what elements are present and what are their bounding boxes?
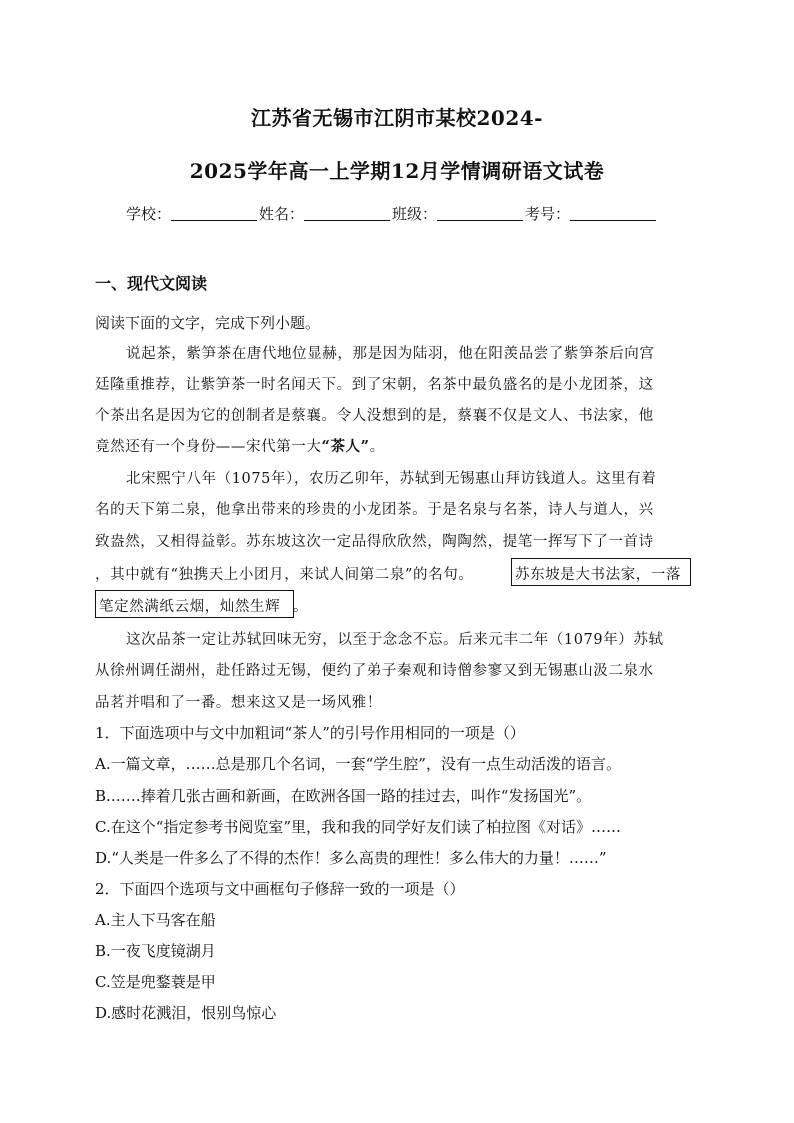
exam-title-line-1: 江苏省无锡市江阴市某校2024- — [251, 106, 543, 130]
student-info-row — [126, 203, 686, 224]
question-1-stem: 1．下面选项中与文中加粗词“茶人”的引号作用相同的一项是（） — [95, 724, 525, 742]
passage-line: 个茶出名是因为它的创制者是蔡襄。令人没想到的是，蔡襄不仅是文人、书法家，他 — [95, 408, 654, 424]
passage-text: 。 — [293, 599, 309, 615]
question-1-option-b[interactable]: B.……捧着几张古画和新画，在欧洲各国一路的挂过去，叫作“发扬国光”。 — [95, 787, 592, 805]
name-blank[interactable] — [304, 206, 390, 221]
passage-line: 北宋熙宁八年（1075年），农历乙卯年，苏轼到无锡惠山拜访钱道人。这里有着 — [126, 471, 657, 487]
passage-line — [95, 435, 385, 456]
section-heading: 一、现代文阅读 — [95, 274, 208, 293]
question-2-stem: 2．下面四个选项与文中画框句子修辞一致的一项是（） — [95, 880, 465, 898]
passage-line: 名的天下第二泉，他拿出带来的珍贵的小龙团茶。于是名泉与名茶，诗人与道人，兴 — [95, 502, 654, 518]
class-blank[interactable] — [437, 206, 523, 221]
question-2-option-a[interactable]: A.主人下马客在船 — [95, 911, 216, 929]
exam-number-blank[interactable] — [570, 206, 656, 221]
question-1-option-a[interactable]: A.一篇文章，……总是那几个名词，一套“学生腔”，没有一点生动活泼的语言。 — [95, 755, 621, 773]
question-2-option-d[interactable]: D.感时花溅泪，恨别鸟惊心 — [95, 1004, 277, 1022]
passage-line: 品茗并唱和了一番。想来这又是一场风雅！ — [95, 695, 382, 711]
question-1-option-c[interactable]: C.在这个“指定参考书阅览室”里，我和我的同学好友们读了柏拉图《对话》…… — [95, 818, 622, 836]
bold-term-tea-person: “茶人” — [321, 438, 370, 455]
passage-text: 竟然还有一个身份——宋代第一大 — [95, 439, 322, 455]
framed-sentence-part-2: 笔定然满纸云烟，灿然生辉 — [99, 599, 281, 615]
school-label: 学校： — [126, 205, 172, 223]
reading-instruction: 阅读下面的文字，完成下列小题。 — [95, 314, 321, 332]
passage-line: 致盎然，又相得益彰。苏东坡这次一定品得欣欣然，陶陶然，提笔一挥写下了一首诗 — [95, 534, 654, 550]
question-1-option-d[interactable]: D.“人类是一件多么了不得的杰作！多么高贵的理性！多么伟大的力量！……” — [95, 849, 607, 867]
exam-number-label: 考号： — [525, 205, 571, 223]
school-blank[interactable] — [171, 206, 257, 221]
question-2-option-b[interactable]: B.一夜飞度镜湖月 — [95, 942, 216, 960]
class-label: 班级： — [392, 205, 438, 223]
exam-title-line-2: 2025学年高一上学期12月学情调研语文试卷 — [189, 159, 605, 183]
passage-line: ，其中就有“独携天上小团月，来试人间第二泉”的名句。 — [95, 567, 474, 583]
name-label: 姓名： — [259, 205, 305, 223]
passage-text: 。 — [369, 439, 385, 455]
passage-line: 这次品茶一定让苏轼回味无穷，以至于念念不忘。后来元丰二年（1079年）苏轼 — [126, 632, 664, 648]
question-2-option-c[interactable]: C.笠是兜鍪蓑是甲 — [95, 973, 216, 991]
passage-line: 廷隆重推荐，让紫笋茶一时名闻天下。到了宋朝，名茶中最负盛名的是小龙团茶，这 — [95, 377, 654, 393]
passage-line: 说起茶，紫笋茶在唐代地位显赫，那是因为陆羽，他在阳羡品尝了紫笋茶后向宫 — [126, 346, 655, 362]
passage-line: 从徐州调任湖州，赴任路过无锡，便约了弟子秦观和诗僧参寥又到无锡惠山汲二泉水 — [95, 663, 654, 679]
framed-sentence-part-1: 苏东坡是大书法家，一落 — [515, 567, 682, 583]
